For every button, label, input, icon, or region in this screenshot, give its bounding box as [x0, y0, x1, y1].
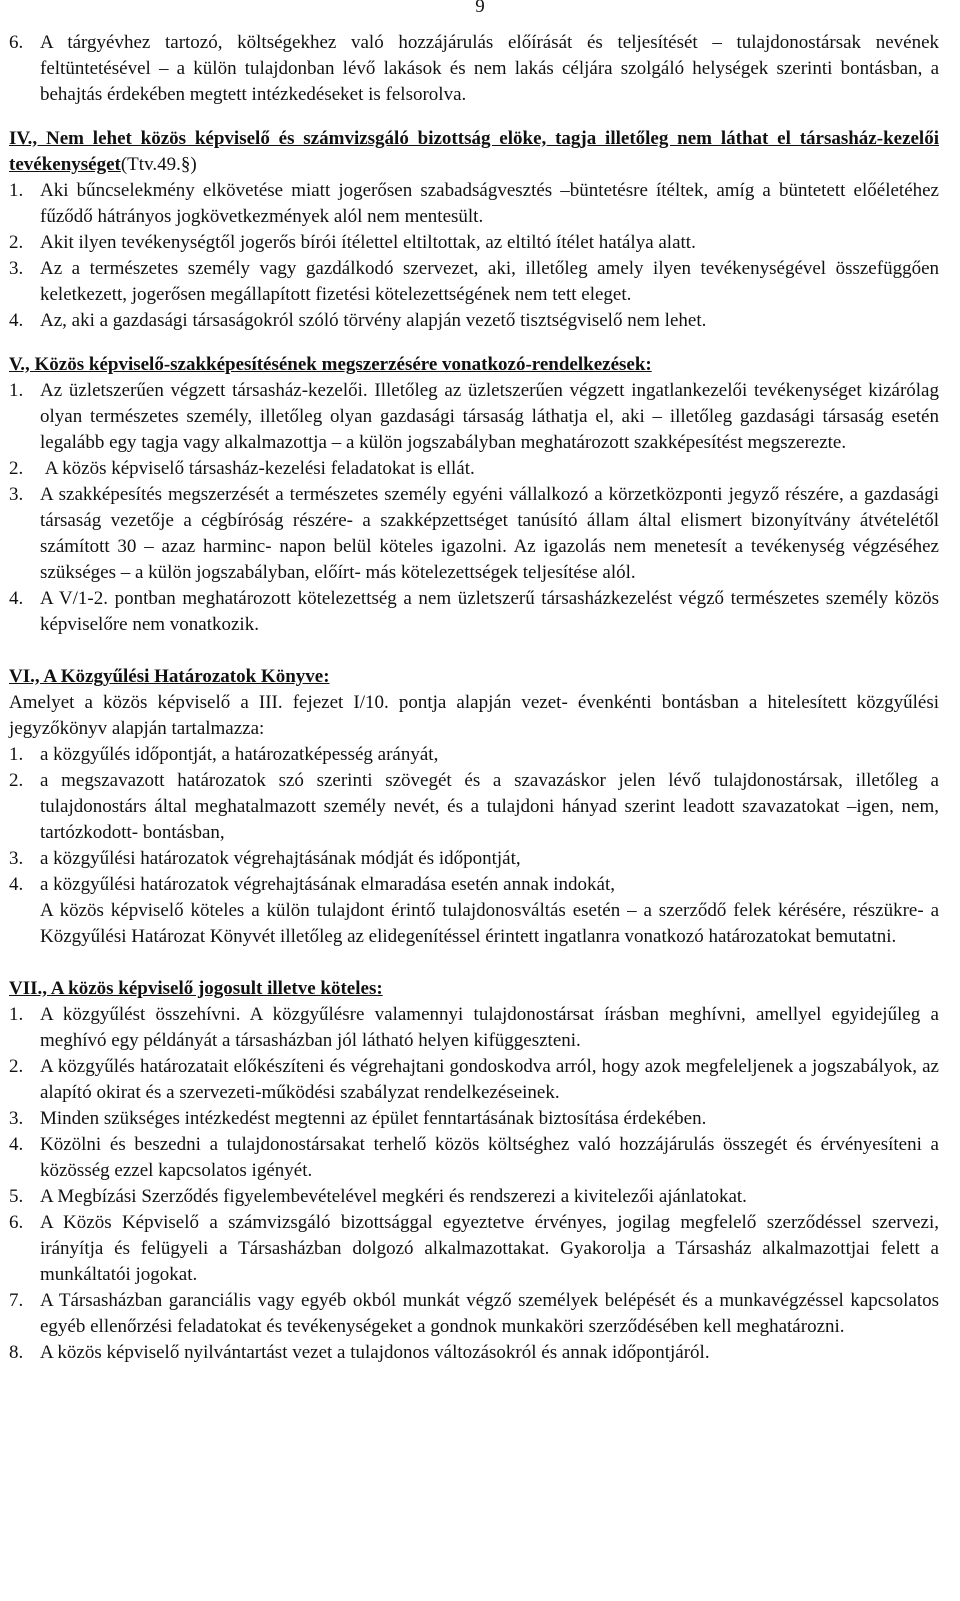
section-4-heading	[9, 126, 939, 178]
item-text: a közgyűlési határozatok végrehajtásának módját és időpontját,	[40, 848, 521, 869]
section-4-item	[9, 230, 939, 256]
item-number: 2.	[9, 1056, 24, 1077]
item-number: 1.	[9, 744, 24, 765]
section-7-item	[9, 1002, 939, 1054]
section-7-title: VII., A közös képviselő jogosult illetve köteles:	[9, 978, 383, 999]
section-6-item	[9, 872, 939, 898]
section-7-heading	[9, 976, 939, 1002]
item-text: A Közös Képviselő a számvizsgáló bizottsággal egyeztetve érvényes, jogilag megfelelő szerződéssel szervezi, irányítja és felügyeli a Társasházban dolgozó alkalmazottakat. Gyakorolja a Társasház alkalmazottjai felett a munkáltatói jogokat.	[40, 1212, 939, 1285]
item-number: 3.	[9, 1108, 24, 1129]
item-text: Akit ilyen tevékenységtől jogerős bírói ítélettel eltiltottak, az eltiltó ítélet hatálya alatt.	[40, 232, 696, 253]
section-6-intro: Amelyet a közös képviselő a III. fejezet I/10. pontja alapján vezet- évenkénti bontásban a hitelesített közgyűlési jegyzőkönyv alapján tartalmazza:	[9, 692, 939, 739]
item-text: Aki bűncselekmény elkövetése miatt jogerősen szabadságvesztés –büntetésre ítéltek, amíg a büntetett előéletéhez fűződő hátrányos jogkövetkezmények alól nem mentesült.	[40, 180, 939, 227]
item-text: A Társasházban garanciális vagy egyéb okból munkát végző személyek belépését és a munkavégzéssel kapcsolatos egyéb ellenőrzési feladatokat és tevékenységeket a gondnok munkaköri szerződésében kell meghatározni.	[40, 1290, 939, 1337]
section-6-item	[9, 742, 939, 768]
item-number: 6.	[9, 32, 24, 53]
section-7-item	[9, 1184, 939, 1210]
item-text: a közgyűlés időpontját, a határozatképesség arányát,	[40, 744, 439, 765]
section-6-closing: A közös képviselő köteles a külön tulajdont érintő tulajdonosváltás esetén – a szerződő felek kérésére, részükre- a Közgyűlési Határozat Könyvét illetőleg az elidegenítéssel érintett ingatlanra vonatkozó határozatokat bemutatni.	[40, 900, 939, 947]
section-5-item	[9, 456, 939, 482]
section-4-item	[9, 256, 939, 308]
item-number: 6.	[9, 1212, 24, 1233]
item-number: 3.	[9, 848, 24, 869]
item-number: 2.	[9, 770, 24, 791]
item-number: 1.	[9, 380, 24, 401]
item-text: Közölni és beszedni a tulajdonostársakat terhelő közös költséghez való hozzájárulás összegét és érvényesíteni a közösség ezzel kapcsolatos igényét.	[40, 1134, 939, 1181]
item-number: 4.	[9, 1134, 24, 1155]
section-5-heading	[9, 352, 939, 378]
item-number: 7.	[9, 1290, 24, 1311]
item-number: 8.	[9, 1342, 24, 1363]
item-text: A Megbízási Szerződés figyelembevételével megkéri és rendszerezi a kivitelezői ajánlatokat.	[40, 1186, 747, 1207]
page-number: 9	[475, 0, 485, 17]
item-number: 2.	[9, 458, 24, 479]
section-5-title: V., Közös képviselő-szakképesítésének megszerzésére vonatkozó-rendelkezések:	[9, 354, 652, 375]
item-text: A közgyűlés határozatait előkészíteni és végrehajtani gondoskodva arról, hogy azok megfeleljenek a jogszabályok, az alapító okirat és a szervezeti-működési szabályzat rendelkezéseinek.	[40, 1056, 939, 1103]
section-7-item	[9, 1054, 939, 1106]
item-text: a megszavazott határozatok szó szerinti szövegét és a szavazáskor jelen lévő tulajdonostársak, illetőleg a tulajdonostárs által meghatalmazott személy nevét, és a tulajdoni hányad szerint leadott szavazatokat –igen, nem, tartózkodott- bontásban,	[40, 770, 939, 843]
section-7-item	[9, 1132, 939, 1184]
item-number: 1.	[9, 1004, 24, 1025]
section-6-heading	[9, 664, 939, 690]
section-7-item	[9, 1210, 939, 1288]
item-text: Minden szükséges intézkedést megtenni az épület fenntartásának biztosítása érdekében.	[40, 1108, 707, 1129]
section-6-item	[9, 846, 939, 872]
section-6-title: VI., A Közgyűlési Határozatok Könyve:	[9, 666, 330, 687]
item-number: 3.	[9, 484, 24, 505]
section-4-item	[9, 308, 939, 334]
item-text: A közös képviselő társasház-kezelési feladatokat is ellát.	[40, 458, 475, 479]
document-body	[9, 30, 939, 1366]
item-text: a közgyűlési határozatok végrehajtásának elmaradása esetén annak indokát,	[40, 874, 616, 895]
item-text: Az, aki a gazdasági társaságokról szóló törvény alapján vezető tisztségviselő nem lehet.	[40, 310, 707, 331]
section-5-item	[9, 482, 939, 586]
item-text: A közös képviselő nyilvántartást vezet a tulajdonos változásokról és annak időpontjáról.	[40, 1342, 710, 1363]
section-7-item	[9, 1106, 939, 1132]
section-7-item	[9, 1288, 939, 1340]
item-number: 2.	[9, 232, 24, 253]
item-number: 4.	[9, 874, 24, 895]
section-5-item	[9, 586, 939, 638]
section-7-item	[9, 1340, 939, 1366]
item-number: 5.	[9, 1186, 24, 1207]
section-4-reference: (Ttv.49.§)	[120, 154, 197, 175]
intro-item-6	[9, 30, 939, 108]
item-text: Az üzletszerűen végzett társasház-kezelői. Illetőleg az üzletszerűen végzett ingatlankezelői tevékenységet kizárólag olyan természetes személy, illetőleg olyan gazdasági társaság láthatja el, aki – illetőleg gazdasági társaság esetén legalább egy tagja vagy alkalmazottja – a külön jogszabályban meghatározott szakképesítést megszerezte.	[40, 380, 939, 453]
item-text: A szakképesítés megszerzését a természetes személy egyéni vállalkozó a körzetközponti jegyző részére, a gazdasági társaság vezetője a cégbíróság részére- a szakképzettséget tanúsító állam által elismert bizonyítvány átvételétől számított 30 – azaz harminc- napon belül köteles igazolni. Az igazolás nem menetesít a tevékenység végzéséhez szükséges – a külön jogszabályban, előírt- más kötelezettségek teljesítése alól.	[40, 484, 939, 583]
section-4-item	[9, 178, 939, 230]
item-text: A közgyűlést összehívni. A közgyűlésre valamennyi tulajdonostársat írásban meghívni, amellyel egyidejűleg a meghívó egy példányát a társasházban jól látható helyen kifüggeszteni.	[40, 1004, 939, 1051]
item-text: A V/1-2. pontban meghatározott kötelezettség a nem üzletszerű társasházkezelést végző természetes személy közös képviselőre nem vonatkozik.	[40, 588, 939, 635]
section-5-item	[9, 378, 939, 456]
item-text: A tárgyévhez tartozó, költségekhez való hozzájárulás előírását és teljesítését – tulajdonostársak nevének feltüntetésével – a külön tulajdonban lévő lakások és nem lakás céljára szolgáló helységek szerinti bontásban, a behajtás érdekében megtett intézkedéseket is felsorolva.	[40, 32, 939, 105]
section-4-title: IV., Nem lehet közös képviselő és számvizsgáló bizottság elöke, tagja illetőleg nem láthat el társasház-kezelői tevékenységet	[9, 128, 939, 175]
section-6-item	[9, 768, 939, 846]
item-number: 1.	[9, 180, 24, 201]
item-number: 3.	[9, 258, 24, 279]
item-text: Az a természetes személy vagy gazdálkodó szervezet, aki, illetőleg amely ilyen tevékenységével összefüggően keletkezett, jogerősen megállapított fizetési kötelezettségének nem tett eleget.	[40, 258, 939, 305]
item-number: 4.	[9, 310, 24, 331]
item-number: 4.	[9, 588, 24, 609]
